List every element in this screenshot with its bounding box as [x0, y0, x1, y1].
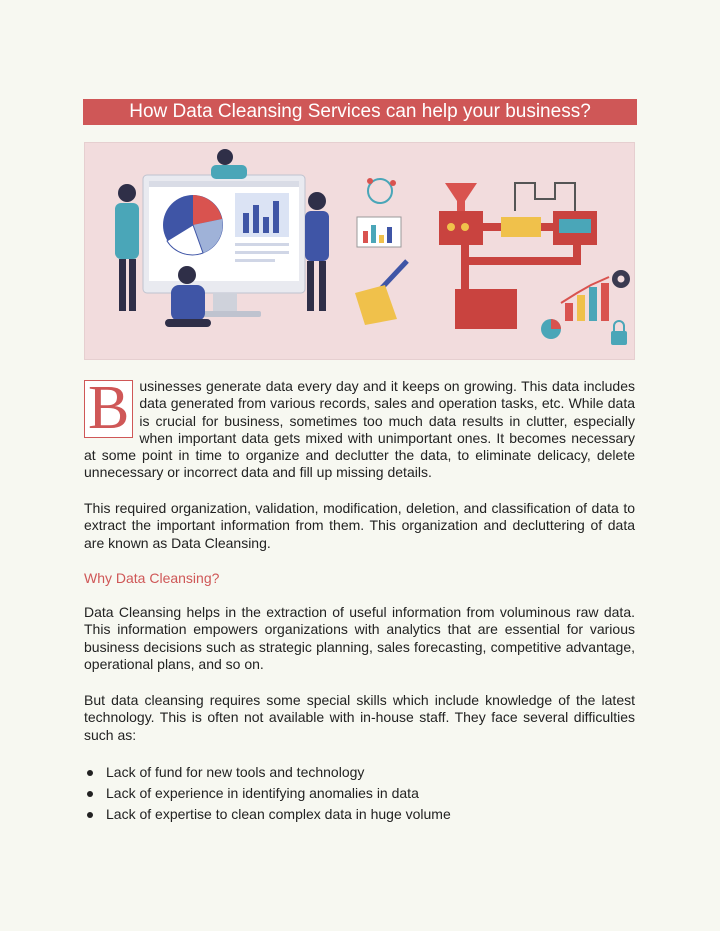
bar-chart-icon — [541, 277, 609, 339]
title-banner: How Data Cleansing Services can help your business? — [83, 99, 637, 125]
paragraph-benefits: Data Cleansing helps in the extraction of useful information from voluminous raw data. This information empowers organizations with analytics that are essential for various business decisions such as strategic planning, sales forecasting, competitive advantage, operational plans, and so on. — [84, 604, 635, 672]
bullet-icon — [87, 791, 93, 797]
list-item — [84, 804, 635, 825]
list-item-text: Lack of expertise to clean complex data in huge volume — [106, 806, 451, 822]
illustration-svg — [85, 143, 634, 359]
person-icon — [305, 192, 329, 311]
pie-chart-icon — [163, 195, 223, 255]
list-item — [84, 762, 635, 783]
section-heading: Why Data Cleansing? — [84, 570, 220, 586]
list-item-text: Lack of fund for new tools and technology — [106, 764, 365, 780]
list-item-text: Lack of experience in identifying anomalies in data — [106, 785, 419, 801]
intro-paragraph-text: usinesses generate data every day and it keeps on growing. This data includes data generated from various records, sales and operation tasks, etc. While data is crucial for business, sometimes too much data results in clutter, especially when important data gets mixed with unimportant ones. It becomes necessary at some point in time to organize and declutter the data, to eliminate delicacy, delete unnecessary or incorrect data and fill up missing details. — [84, 378, 635, 481]
intro-paragraph — [84, 374, 635, 482]
person-icon — [211, 149, 247, 179]
bullet-icon — [87, 770, 93, 776]
network-icon — [357, 178, 401, 247]
bar-chart-icon — [235, 193, 289, 262]
broom-icon — [355, 261, 407, 325]
funnel-icon — [445, 183, 477, 211]
gear-icon — [612, 270, 630, 288]
drop-cap: B — [84, 380, 133, 438]
paragraph-difficulties: But data cleansing requires some special skills which include knowledge of the latest technology. This is often not available with in-house staff. They face several difficulties such as: — [84, 692, 635, 743]
list-item — [84, 783, 635, 804]
bullet-icon — [87, 812, 93, 818]
hero-illustration — [84, 142, 635, 360]
person-icon — [115, 184, 139, 311]
difficulties-list — [84, 762, 635, 825]
paragraph-data-cleansing-definition: This required organization, validation, modification, deletion, and classification of data to extract the important information from them. This organization and decluttering of data are known as Data Cleansing. — [84, 500, 635, 551]
lock-icon — [611, 321, 627, 345]
